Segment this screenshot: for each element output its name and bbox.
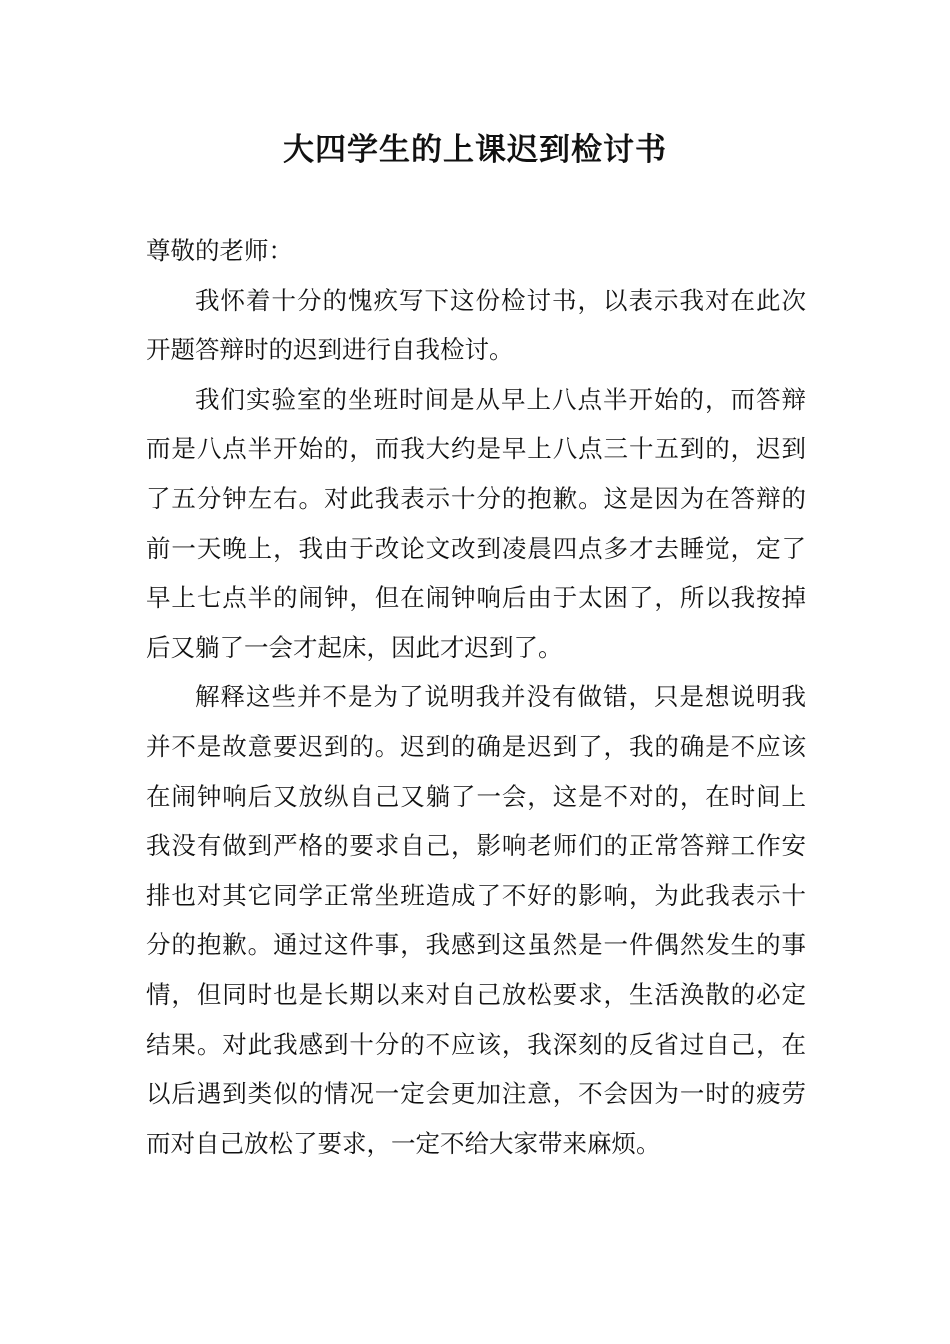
salutation: 尊敬的老师： <box>146 236 293 265</box>
paragraph-1: 我怀着十分的愧疚写下这份检讨书，以表示我对在此次开题答辩时的迟到进行自我检讨。 <box>146 285 806 365</box>
document-title: 大四学生的上课迟到检讨书 <box>283 132 667 168</box>
paragraph-2: 我们实验室的坐班时间是从早上八点半开始的，而答辩而是八点半开始的，而我大约是早上八点三十五到的，迟到了五分钟左右。对此我表示十分的抱歉。这是因为在答辩的前一天晚上，我由于改论文改到凌晨四点多才去睡觉，定了早上七点半的闹钟，但在闹钟响后由于太困了，所以我按掉后又躺了一会才起床，因此才迟到了。 <box>146 384 806 662</box>
document-body <box>146 226 806 1168</box>
paragraph-3: 解释这些并不是为了说明我并没有做错，只是想说明我并不是故意要迟到的。迟到的确是迟到了，我的确是不应该在闹钟响后又放纵自己又躺了一会，这是不对的，在时间上我没有做到严格的要求自己，影响老师们的正常答辩工作安排也对其它同学正常坐班造成了不好的影响，为此我表示十分的抱歉。通过这件事，我感到这虽然是一件偶然发生的事情，但同时也是长期以来对自己放松要求，生活涣散的必定结果。对此我感到十分的不应该，我深刻的反省过自己，在以后遇到类似的情况一定会更加注意，不会因为一时的疲劳而对自己放松了要求，一定不给大家带来麻烦。 <box>146 682 806 1158</box>
